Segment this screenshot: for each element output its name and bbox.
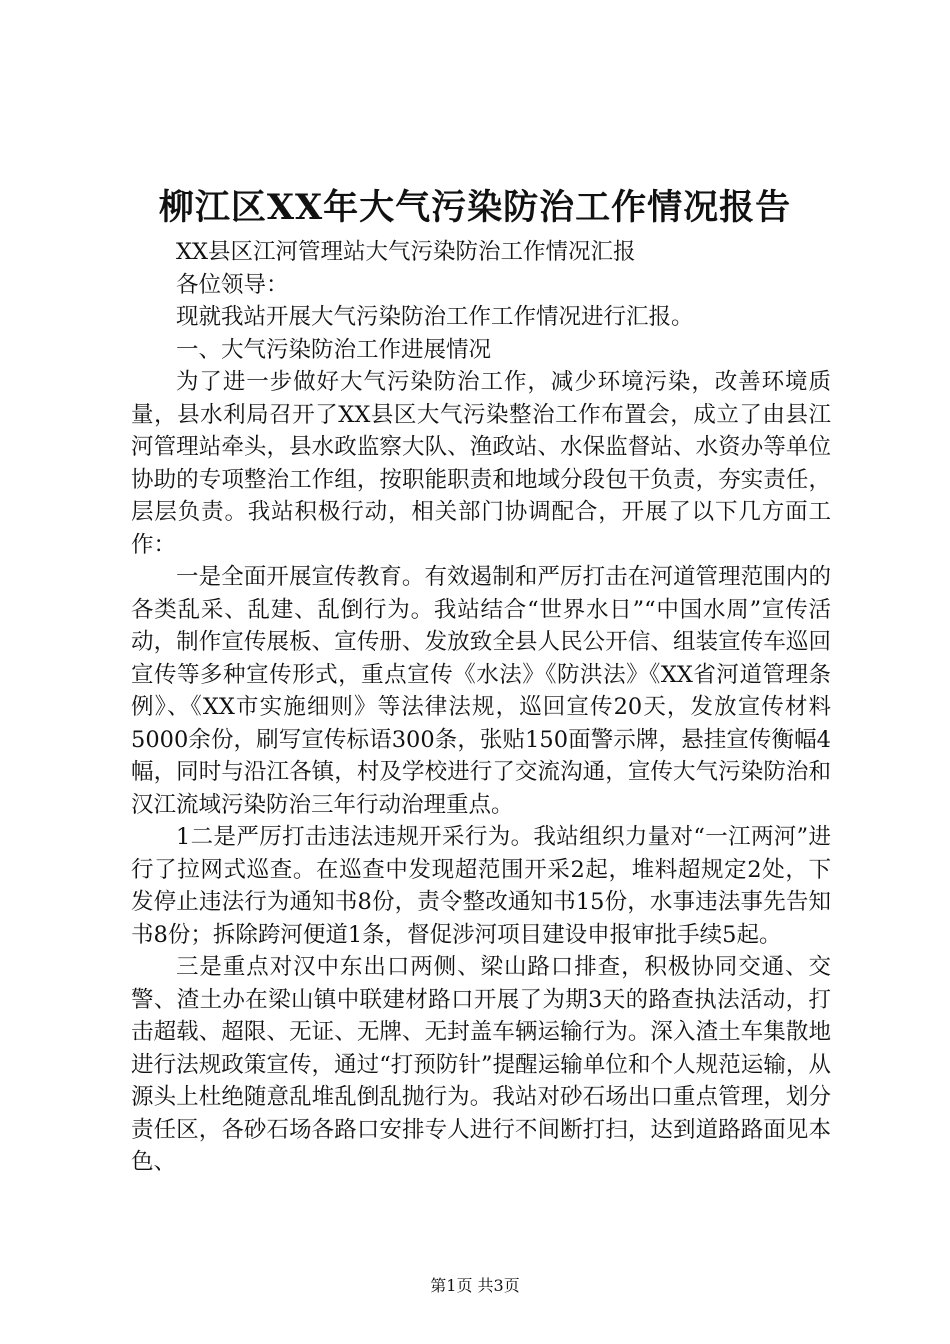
page-number-footer: 第1页 共3页 (430, 1276, 520, 1295)
paragraph-intro: 现就我站开展大气污染防治工作工作情况进行汇报。 (176, 304, 694, 330)
document-body (131, 236, 831, 1179)
paragraph-overview: 为了进一步做好大气污染防治工作，减少环境污染，改善环境质量，县水利局召开了XX县区大气污染整治工作布置会，成立了由县江河管理站牵头，县水政监察大队、渔政站、水保监督站、水资办等单位协助的专项整治工作组，按职能职责和地域分段包干负责，夯实责任，层层负责。我站积极行动，相关部门协调配合，开展了以下几方面工作： (131, 369, 831, 558)
document-title: 柳江区XX年大气污染防治工作情况报告 (158, 187, 792, 228)
paragraph-item-3: 三是重点对汉中东出口两侧、梁山路口排查，积极协同交通、交警、渣土办在梁山镇中联建材路口开展了为期3天的路查执法活动，打击超载、超限、无证、无牌、无封盖车辆运输行为。深入渣土车集散地进行法规政策宣传，通过“打预防针”提醒运输单位和个人规范运输，从源头上杜绝随意乱堆乱倒乱抛行为。我站对砂石场出口重点管理，划分责任区，各砂石场各路口安排专人进行不间断打扫，达到道路路面见本色、 (131, 954, 831, 1175)
paragraph-item-1: 一是全面开展宣传教育。有效遏制和严厉打击在河道管理范围内的各类乱采、乱建、乱倒行为。我站结合“世界水日”“中国水周”宣传活动，制作宣传展板、宣传册、发放致全县人民公开信、组装宣传车巡回宣传等多种宣传形式，重点宣传《水法》《防洪法》《XX省河道管理条例》、《XX市实施细则》等法律法规，巡回宣传20天，发放宣传材料5000余份，刷写宣传标语300条，张贴150面警示牌，悬挂宣传衡幅4幅，同时与沿江各镇，村及学校进行了交流沟通，宣传大气污染防治和汉江流域污染防治三年行动治理重点。 (131, 564, 831, 818)
section-heading-1: 一、大气污染防治工作进展情况 (176, 336, 492, 363)
paragraph-item-2: 1二是严厉打击违法违规开采行为。我站组织力量对“一江两河”进行了拉网式巡查。在巡查中发现超范围开采2起，堆料超规定2处，下发停止违法行为通知书8份，责令整改通知书15份，水事违法事先告知书8份；拆除跨河便道1条，督促涉河项目建设申报审批手续5起。 (131, 824, 831, 948)
paragraph-salutation: 各位领导： (176, 271, 289, 298)
paragraph-subtitle: XX县区江河管理站大气污染防治工作情况汇报 (176, 239, 636, 265)
